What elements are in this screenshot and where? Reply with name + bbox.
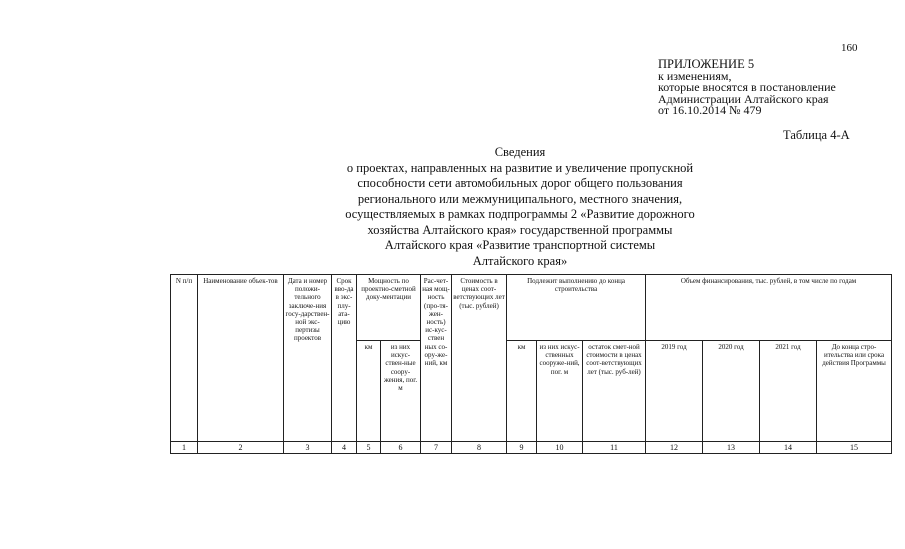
column-number: 12 — [646, 442, 703, 454]
column-numbers-row — [171, 442, 892, 454]
header-year-2021: 2021 год — [760, 341, 817, 442]
column-number: 10 — [537, 442, 583, 454]
appendix-line: от 16.10.2014 № 479 — [658, 103, 762, 117]
header-year-2019: 2019 год — [646, 341, 703, 442]
projects-table — [170, 274, 892, 454]
header-row-1 — [171, 275, 892, 341]
header-num: N п/п — [171, 275, 198, 442]
appendix-line: Администрации Алтайского края — [658, 91, 829, 106]
header-remaining-cost: остаток смет-ной стоимости в ценах соот-ветствующих лет (тыс. руб-лей) — [583, 341, 646, 442]
title-line: осуществляемых в рамках подпрограммы 2 «Развитие дорожного — [345, 207, 695, 221]
document-title — [300, 145, 740, 269]
column-number: 7 — [421, 442, 452, 454]
column-number: 11 — [583, 442, 646, 454]
header-expertise-date: Дата и номер положи-тельного заключе-ния госу-дарствен-ной экс-пертизы проектов — [284, 275, 332, 442]
column-number: 6 — [381, 442, 421, 454]
header-name: Наименование объек-тов — [198, 275, 284, 442]
appendix-block — [658, 59, 836, 117]
header-capacity-km: км — [357, 341, 381, 442]
column-number: 4 — [332, 442, 357, 454]
column-number: 5 — [357, 442, 381, 454]
header-cost: Стоимость в ценах соот-ветствующих лет (тыс. рублей) — [452, 275, 507, 442]
header-capacity: Мощность по проектно-сметной доку-ментации — [357, 275, 421, 341]
header-commissioning-term: Срок вво-да в экс-плу-ата-цию — [332, 275, 357, 442]
title-line: регионального или межмуниципального, местного значения, — [357, 191, 683, 206]
title-line: Алтайского края» — [472, 253, 568, 268]
header-remaining-work: Подлежит выполнению до конца строительства — [507, 275, 646, 341]
header-remaining-artificial: из них искус-ственных сооруже-ний, пог. м — [537, 341, 583, 442]
header-year-2020: 2020 год — [703, 341, 760, 442]
title-line: Сведения — [494, 145, 546, 159]
title-line: Алтайского края «Развитие транспортной системы — [384, 238, 656, 252]
appendix-title: ПРИЛОЖЕНИЕ 5 — [658, 57, 755, 71]
title-line: о проектах, направленных на развитие и увеличение пропускной — [346, 160, 694, 175]
column-number: 13 — [703, 442, 760, 454]
page-number: 160 — [841, 42, 858, 54]
column-number: 14 — [760, 442, 817, 454]
title-line: способности сети автомобильных дорог общего пользования — [357, 176, 683, 190]
header-remaining-km: км — [507, 341, 537, 442]
header-calculated-capacity: Рас-чет-ная мощ-ность (про-тя-жен-ность) ис-кус-ствен ных со-ору-же-ний, км — [421, 275, 452, 442]
column-number: 1 — [171, 442, 198, 454]
column-number: 2 — [198, 442, 284, 454]
table-label: Таблица 4-А — [783, 128, 850, 142]
title-line: хозяйства Алтайского края» государственной программы — [367, 222, 673, 237]
column-number: 15 — [817, 442, 892, 454]
header-financing: Объем финансирования, тыс. рублей, в том числе по годам — [646, 275, 892, 341]
column-number: 9 — [507, 442, 537, 454]
column-number: 3 — [284, 442, 332, 454]
header-until-end: До конца стро-ительства или срока действия Программы — [817, 341, 892, 442]
appendix-line: к изменениям, — [658, 68, 732, 83]
appendix-line: которые вносятся в постановление — [658, 80, 836, 94]
header-capacity-artificial: из них искус-ствен-ные соору-жения, пог. м — [381, 341, 421, 442]
column-number: 8 — [452, 442, 507, 454]
